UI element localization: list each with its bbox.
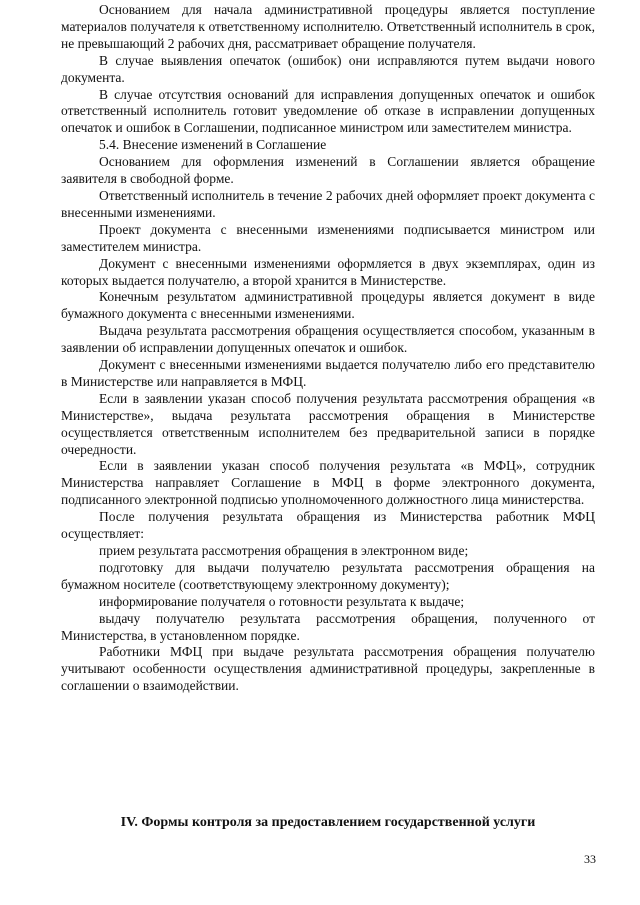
paragraph-draft-signing: Проект документа с внесенными изменениями подписывается министром или заместителем министра. <box>61 221 595 254</box>
list-item-electronic-receipt: прием результата рассмотрения обращения в электронном виде; <box>99 543 469 558</box>
paragraph-draft-preparation: Ответственный исполнитель в течение 2 рабочих дней оформляет проект документа с внесенными изменениями. <box>61 187 595 220</box>
paragraph-procedure-basis: Основанием для начала административной процедуры является поступление материалов получателя к ответственному исполнителю. Ответственный исполнитель в срок, не превышающий 2 рабочих дня, рассматривает обращение получателя. <box>61 2 595 51</box>
paragraph-issuance: Документ с внесенными изменениями выдается получателю либо его представителю в Министерстве или направляется в МФЦ. <box>61 357 595 389</box>
subsection-title-amendments: 5.4. Внесение изменений в Соглашение <box>99 137 327 153</box>
paragraph-mfc-duties-intro: После получения результата обращения из Министерства работник МФЦ осуществляет: <box>61 509 595 542</box>
list-item-paper-preparation: подготовку для выдачи получателю результата рассмотрения обращения на бумажном носителе (соответствующему электронному документу); <box>61 559 595 592</box>
paragraph-typo-correction: В случае выявления опечаток (ошибок) они исправляются путем выдачи нового документа. <box>61 52 595 85</box>
page-number: 33 <box>584 852 596 866</box>
paragraph-amendment-basis: Основанием для оформления изменений в Соглашении является обращение заявителя в свободной форме. <box>61 154 595 187</box>
list-item-result-issuance: выдачу получателю результата рассмотрения обращения, полученного от Министерства, в установленном порядке. <box>61 610 595 643</box>
paragraph-delivery-method: Выдача результата рассмотрения обращения осуществляется способом, указанным в заявлении об исправлении допущенных опечаток и ошибок. <box>61 323 595 356</box>
paragraph-two-copies: Документ с внесенными изменениями оформляется в двух экземплярах, один из которых выдается получателю, а второй хранится в Министерстве. <box>61 255 595 288</box>
paragraph-mfc-workers: Работники МФЦ при выдаче результата рассмотрения обращения получателю учитывают особенности осуществления административной процедуры, закрепленные в соглашении о взаимодействии. <box>61 644 595 694</box>
paragraph-mfc-transfer: Если в заявлении указан способ получения результата «в МФЦ», сотрудник Министерства направляет Соглашение в МФЦ в форме электронного документа, подписанного электронной подписью уполномоченного должностного лица министерства. <box>61 458 595 508</box>
list-item-readiness-notice: информирование получателя о готовности результата к выдаче; <box>99 593 465 609</box>
paragraph-ministry-issuance: Если в заявлении указан способ получения результата рассмотрения обращения «в Министерстве», выдача результата рассмотрения обращения в Министерстве осуществляется ответственным исполнителем без предварительной записи в порядке очередности. <box>61 390 595 457</box>
document-body <box>61 2 595 695</box>
paragraph-final-result: Конечным результатом административной процедуры является документ в виде бумажного документа с внесенными изменениями. <box>61 289 595 322</box>
paragraph-refusal-notice: В случае отсутствия оснований для исправления допущенных опечаток и ошибок ответственный исполнитель готовит уведомление об отказе в исправлении допущенных опечаток и ошибок в Соглашении, подписанное министром или заместителем министра. <box>61 86 595 136</box>
section-heading: IV. Формы контроля за предоставлением государственной услуги <box>120 815 536 830</box>
